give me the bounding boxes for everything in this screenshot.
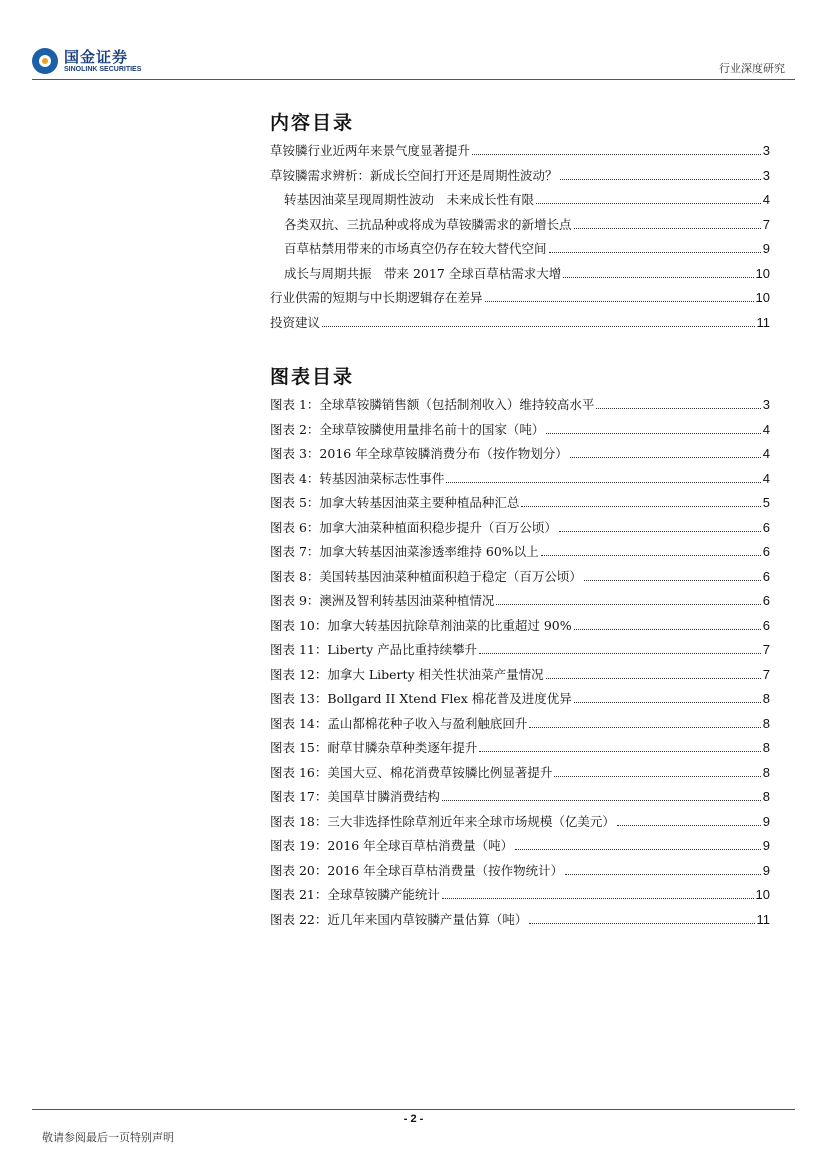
contents-list xyxy=(270,141,770,337)
figures-title: 图表目录 xyxy=(270,366,355,388)
figure-entry[interactable]: 图表 9：澳洲及智利转基因油菜种植情况 6 xyxy=(270,593,770,608)
toc-entry[interactable]: 成长与周期共振 带来 2017 全球百草枯需求大增 10 xyxy=(284,265,770,281)
figure-entry[interactable]: 图表 3：2016 年全球草铵膦消费分布（按作物划分） 4 xyxy=(270,446,770,461)
figure-entry[interactable]: 图表 18：三大非选择性除草剂近年来全球市场规模（亿美元） 9 xyxy=(270,813,770,829)
figure-entry[interactable]: 图表 5：加拿大转基因油菜主要种植品种汇总 5 xyxy=(270,495,770,510)
page-number: - 2 - xyxy=(403,1113,424,1125)
contents-title: 内容目录 xyxy=(270,112,355,134)
toc-entry[interactable]: 百草枯禁用带来的市场真空仍存在较大替代空间 9 xyxy=(284,241,770,256)
figure-entry[interactable]: 图表 12：加拿大 Liberty 相关性状油菜产量情况 7 xyxy=(270,666,770,682)
toc-entry[interactable]: 投资建议 11 xyxy=(270,314,770,330)
header-divider xyxy=(32,79,795,80)
toc-entry[interactable]: 行业供需的短期与中长期逻辑存在差异 10 xyxy=(270,290,770,305)
figure-entry[interactable]: 图表 15：耐草甘膦杂草种类逐年提升 8 xyxy=(270,740,770,755)
logo-english-name: SINOLINK SECURITIES xyxy=(64,66,142,73)
figure-entry[interactable]: 图表 4：转基因油菜标志性事件 4 xyxy=(270,470,770,486)
figure-entry[interactable]: 图表 19：2016 年全球百草枯消费量（吨） 9 xyxy=(270,838,770,853)
figure-entry[interactable]: 图表 14：孟山都棉花种子收入与盈利触底回升 8 xyxy=(270,715,770,731)
figure-entry[interactable]: 图表 13：Bollgard II Xtend Flex 棉花普及进度优异 8 xyxy=(270,691,770,706)
toc-entry[interactable]: 草铵膦行业近两年来景气度显著提升 3 xyxy=(270,143,770,158)
logo-mark-icon xyxy=(32,48,58,74)
figure-entry[interactable]: 图表 21：全球草铵膦产能统计 10 xyxy=(270,887,770,902)
figure-entry[interactable]: 图表 22：近几年来国内草铵膦产量估算（吨） 11 xyxy=(270,911,770,927)
figure-entry[interactable]: 图表 7：加拿大转基因油菜渗透率维持 60%以上 6 xyxy=(270,544,770,559)
figure-entry[interactable]: 图表 16：美国大豆、棉花消费草铵膦比例显著提升 8 xyxy=(270,764,770,780)
toc-entry[interactable]: 转基因油菜呈现周期性波动 未来成长性有限 4 xyxy=(284,192,770,207)
figure-entry[interactable]: 图表 1：全球草铵膦销售额（包括制剂收入）维持较高水平 3 xyxy=(270,397,770,412)
figure-entry[interactable]: 图表 10：加拿大转基因抗除草剂油菜的比重超过 90% 6 xyxy=(270,617,770,633)
footer-divider xyxy=(32,1109,795,1110)
figure-entry[interactable]: 图表 8：美国转基因油菜种植面积趋于稳定（百万公顷） 6 xyxy=(270,568,770,584)
figure-entry[interactable]: 图表 20：2016 年全球百草枯消费量（按作物统计） 9 xyxy=(270,862,770,878)
report-type: 行业深度研究 xyxy=(719,62,785,75)
toc-entry[interactable]: 草铵膦需求辨析：新成长空间打开还是周期性波动？ 3 xyxy=(270,167,770,183)
toc-entry[interactable]: 各类双抗、三抗品种或将成为草铵膦需求的新增长点 7 xyxy=(284,216,770,232)
figure-entry[interactable]: 图表 6：加拿大油菜种植面积稳步提升（百万公顷） 6 xyxy=(270,519,770,535)
figure-entry[interactable]: 图表 17：美国草甘膦消费结构 8 xyxy=(270,789,770,804)
figure-entry[interactable]: 图表 2：全球草铵膦使用量排名前十的国家（吨） 4 xyxy=(270,421,770,437)
disclaimer-note: 敬请参阅最后一页特别声明 xyxy=(42,1131,174,1144)
company-logo xyxy=(32,46,162,78)
figures-list xyxy=(270,395,770,934)
logo-chinese-name: 国金证券 xyxy=(64,48,129,66)
figure-entry[interactable]: 图表 11：Liberty 产品比重持续攀升 7 xyxy=(270,642,770,657)
